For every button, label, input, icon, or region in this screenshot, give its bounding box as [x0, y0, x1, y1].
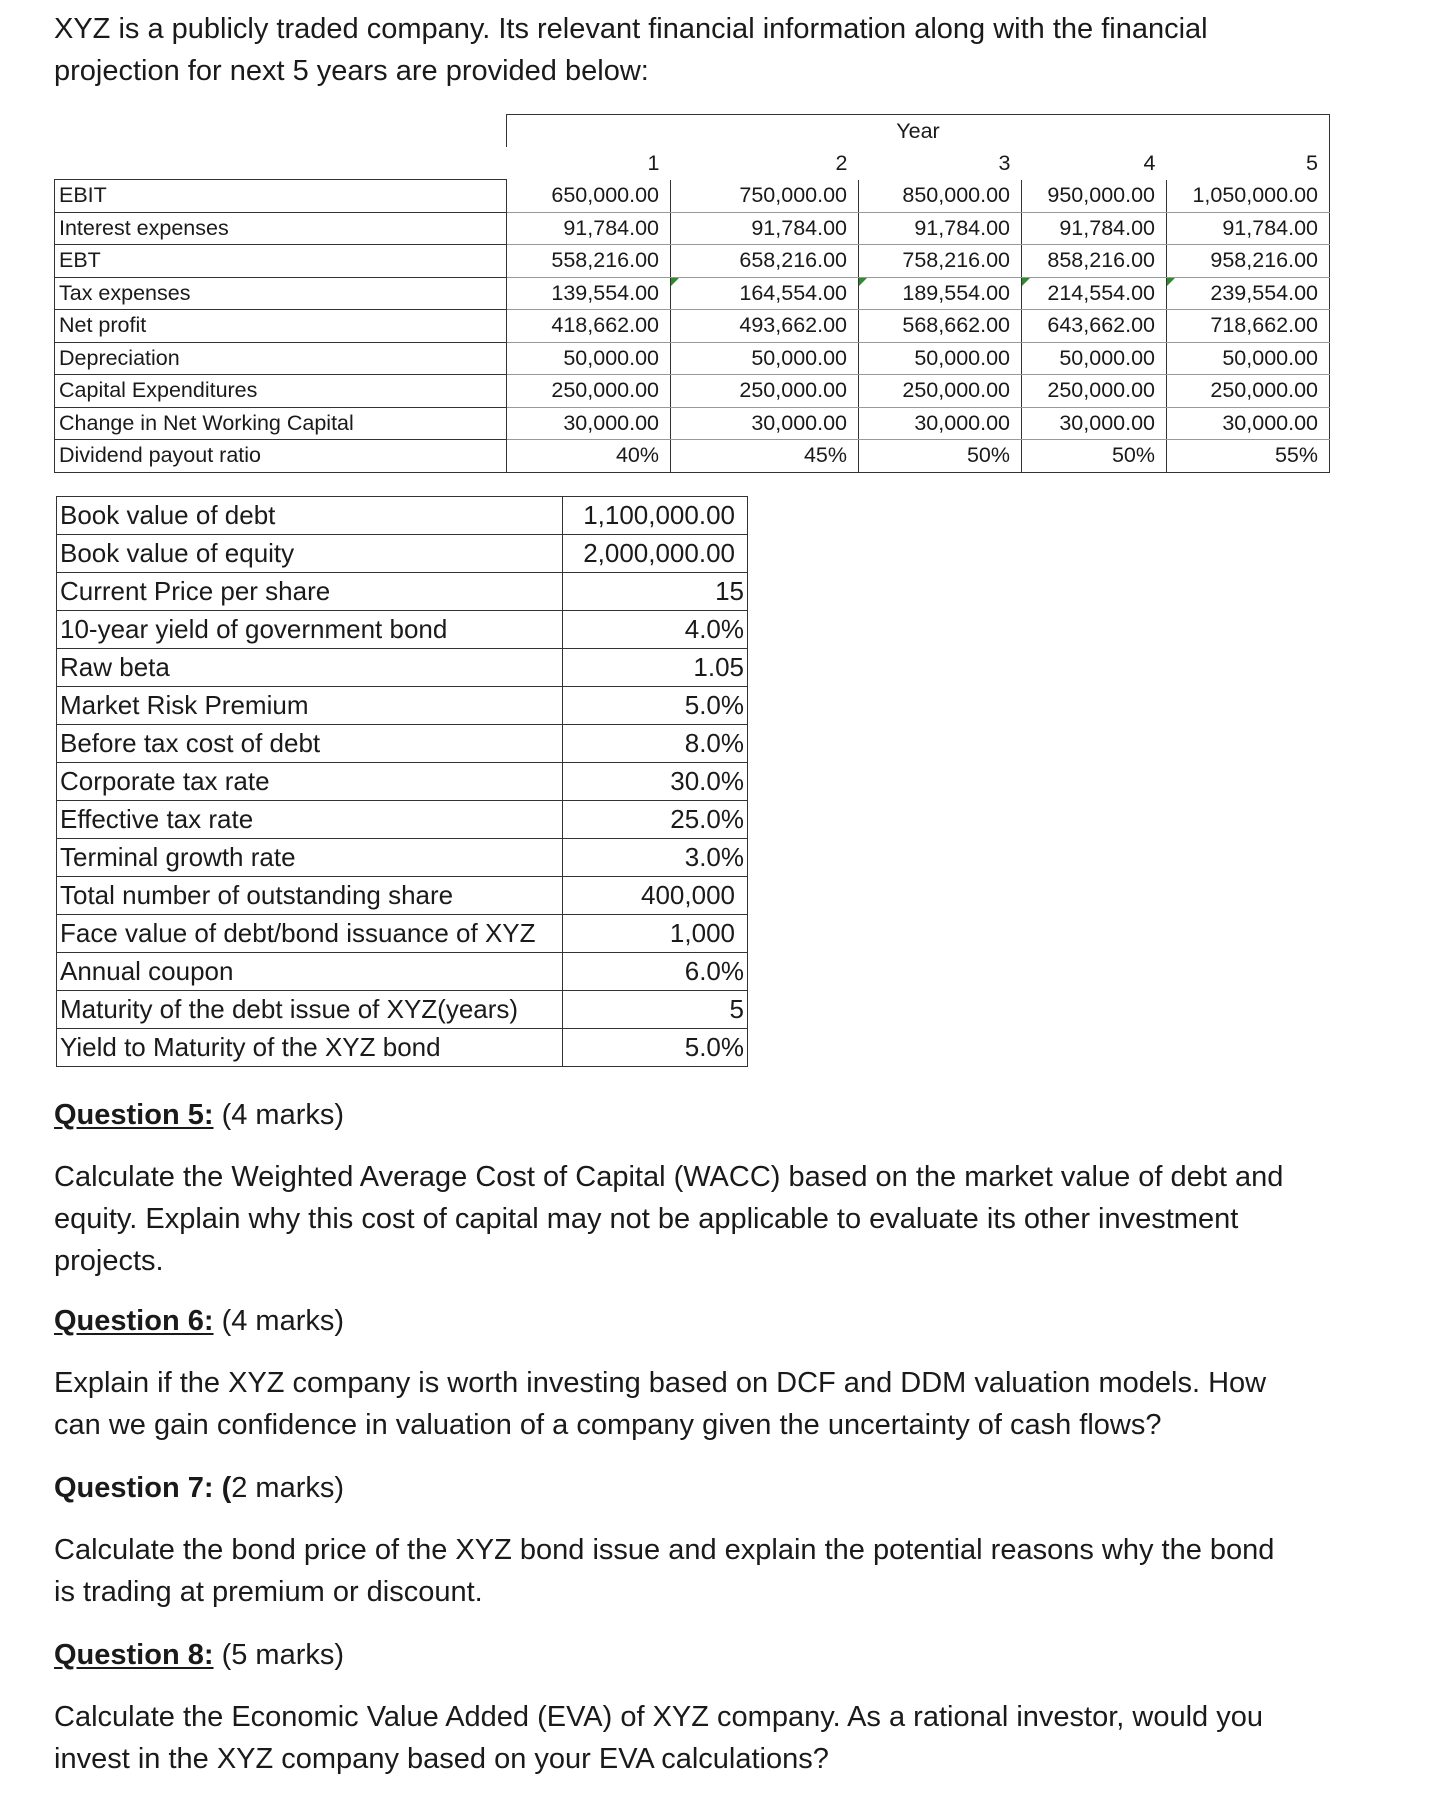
table-cell: 164,554.00	[671, 277, 859, 310]
table-cell: 30,000.00	[507, 407, 671, 440]
row-label: Capital Expenditures	[55, 375, 507, 408]
table-cell: 250,000.00	[859, 375, 1022, 408]
table-row	[57, 535, 748, 573]
table-cell: 30,000.00	[1167, 407, 1330, 440]
table-cell: 758,216.00	[859, 245, 1022, 278]
year-label: 1	[647, 150, 660, 175]
table-cell: 91,784.00	[507, 212, 671, 245]
table-cell: 45%	[671, 440, 859, 473]
table-row	[55, 342, 1330, 375]
row-label: EBT	[55, 245, 507, 278]
table-cell: 50,000.00	[859, 342, 1022, 375]
question-marks: (4 marks)	[213, 1305, 345, 1337]
question-heading	[54, 1467, 1294, 1509]
table-cell: 850,000.00	[859, 180, 1022, 213]
table-cell: 718,662.00	[1167, 310, 1330, 343]
year-label: 3	[998, 150, 1011, 175]
table-cell: 418,662.00	[507, 310, 671, 343]
table-row	[57, 801, 748, 839]
table-cell: 50%	[1022, 440, 1167, 473]
table-row	[55, 310, 1330, 343]
table-cell: 950,000.00	[1022, 180, 1167, 213]
table-cell: 50,000.00	[1022, 342, 1167, 375]
table-cell: 30,000.00	[671, 407, 859, 440]
input-label: Corporate tax rate	[57, 763, 563, 801]
input-value: 5	[563, 991, 748, 1029]
table-cell: 250,000.00	[507, 375, 671, 408]
row-label: Tax expenses	[55, 277, 507, 310]
question-text: Calculate the Weighted Average Cost of Capital (WACC) based on the market value of debt and equity. Explain why this cost of capital may not be applicable to evaluate its other investment projects.	[54, 1161, 1284, 1277]
table-cell: 91,784.00	[671, 212, 859, 245]
input-value: 6.0%	[563, 953, 748, 991]
table-row	[57, 763, 748, 801]
input-label: Maturity of the debt issue of XYZ(years)	[57, 991, 563, 1029]
input-label: Before tax cost of debt	[57, 725, 563, 763]
table-row	[57, 573, 748, 611]
input-value: 30.0%	[563, 763, 748, 801]
input-value: 25.0%	[563, 801, 748, 839]
input-label: Face value of debt/bond issuance of XYZ	[57, 915, 563, 953]
row-label: Change in Net Working Capital	[55, 407, 507, 440]
table-cell: 250,000.00	[1167, 375, 1330, 408]
table-cell: 214,554.00	[1022, 277, 1167, 310]
input-label: Effective tax rate	[57, 801, 563, 839]
input-value: 5.0%	[563, 1029, 748, 1067]
question-text: Calculate the Economic Value Added (EVA) of XYZ company. As a rational investor, would you invest in the XYZ company based on your EVA calculations?	[54, 1701, 1263, 1775]
input-label: Market Risk Premium	[57, 687, 563, 725]
table-row	[57, 953, 748, 991]
input-label: Current Price per share	[57, 573, 563, 611]
input-label: Total number of outstanding share	[57, 877, 563, 915]
table-cell: 558,216.00	[507, 245, 671, 278]
question-marks: (4 marks)	[213, 1099, 345, 1131]
table-cell: 50,000.00	[1167, 342, 1330, 375]
input-label: Annual coupon	[57, 953, 563, 991]
table-row	[55, 375, 1330, 408]
table-cell: 30,000.00	[859, 407, 1022, 440]
table-cell: 568,662.00	[859, 310, 1022, 343]
question-text: Explain if the XYZ company is worth investing based on DCF and DDM valuation models. How can we gain confidence in valuation of a company given the uncertainty of cash flows?	[54, 1367, 1267, 1441]
table-cell: 658,216.00	[671, 245, 859, 278]
input-label: Book value of equity	[57, 535, 563, 573]
row-label: Interest expenses	[55, 212, 507, 245]
row-label: Depreciation	[55, 342, 507, 375]
table-cell: 139,554.00	[507, 277, 671, 310]
table-cell: 1,050,000.00	[1167, 180, 1330, 213]
input-value: 15	[563, 573, 748, 611]
input-label: Raw beta	[57, 649, 563, 687]
question-heading	[54, 1634, 1294, 1676]
table-row	[55, 440, 1330, 473]
table-cell: 50%	[859, 440, 1022, 473]
intro-text: XYZ is a publicly traded company. Its relevant financial information along with the financial projection for next 5 years are provided below:	[54, 13, 1208, 87]
inputs-table	[56, 496, 748, 1067]
table-row	[57, 991, 748, 1029]
table-cell: 250,000.00	[671, 375, 859, 408]
year-label: 2	[835, 150, 848, 175]
year-header: Year	[507, 115, 1330, 148]
table-row	[57, 497, 748, 535]
input-value: 1,000	[563, 915, 748, 953]
input-value: 400,000	[563, 877, 748, 915]
table-cell: 50,000.00	[671, 342, 859, 375]
input-value: 4.0%	[563, 611, 748, 649]
table-cell: 643,662.00	[1022, 310, 1167, 343]
table-row	[57, 687, 748, 725]
table-row	[55, 277, 1330, 310]
table-cell: 50,000.00	[507, 342, 671, 375]
table-row	[57, 915, 748, 953]
question-title: Question 8:	[54, 1639, 214, 1671]
table-cell: 40%	[507, 440, 671, 473]
table-row	[57, 877, 748, 915]
table-cell: 239,554.00	[1167, 277, 1330, 310]
table-cell: 493,662.00	[671, 310, 859, 343]
table-row	[57, 1029, 748, 1067]
table-row	[55, 212, 1330, 245]
table-row	[57, 839, 748, 877]
input-label: Terminal growth rate	[57, 839, 563, 877]
table-row	[55, 245, 1330, 278]
input-value: 1.05	[563, 649, 748, 687]
table-cell: 91,784.00	[859, 212, 1022, 245]
table-cell: 650,000.00	[507, 180, 671, 213]
row-label: EBIT	[55, 180, 507, 213]
table-cell: 30,000.00	[1022, 407, 1167, 440]
table-cell: 750,000.00	[671, 180, 859, 213]
question-title: Question 6:	[54, 1305, 214, 1337]
input-value: 8.0%	[563, 725, 748, 763]
table-cell: 91,784.00	[1167, 212, 1330, 245]
year-label: 5	[1167, 147, 1330, 180]
table-row	[55, 407, 1330, 440]
row-label: Dividend payout ratio	[55, 440, 507, 473]
input-label: 10-year yield of government bond	[57, 611, 563, 649]
table-row	[55, 180, 1330, 213]
table-cell: 250,000.00	[1022, 375, 1167, 408]
table-cell: 958,216.00	[1167, 245, 1330, 278]
table-row	[57, 725, 748, 763]
input-value: 1,100,000.00	[563, 497, 748, 535]
question-heading	[54, 1300, 1294, 1342]
question-text: Calculate the bond price of the XYZ bond issue and explain the potential reasons why the bond is trading at premium or discount.	[54, 1534, 1275, 1608]
table-row	[57, 611, 748, 649]
question-title: Question 7: (	[54, 1472, 232, 1504]
input-label: Yield to Maturity of the XYZ bond	[57, 1029, 563, 1067]
table-cell: 858,216.00	[1022, 245, 1167, 278]
question-marks: (5 marks)	[213, 1639, 345, 1671]
table-cell: 189,554.00	[859, 277, 1022, 310]
input-label: Book value of debt	[57, 497, 563, 535]
table-cell: 55%	[1167, 440, 1330, 473]
question-marks: 2 marks)	[231, 1472, 345, 1504]
input-value: 3.0%	[563, 839, 748, 877]
table-cell: 91,784.00	[1022, 212, 1167, 245]
question-heading	[54, 1094, 1294, 1136]
question-title: Question 5:	[54, 1099, 214, 1131]
input-value: 2,000,000.00	[563, 535, 748, 573]
row-label: Net profit	[55, 310, 507, 343]
table-row	[57, 649, 748, 687]
year-label: 4	[1143, 150, 1156, 175]
projection-table	[54, 114, 1330, 473]
input-value: 5.0%	[563, 687, 748, 725]
